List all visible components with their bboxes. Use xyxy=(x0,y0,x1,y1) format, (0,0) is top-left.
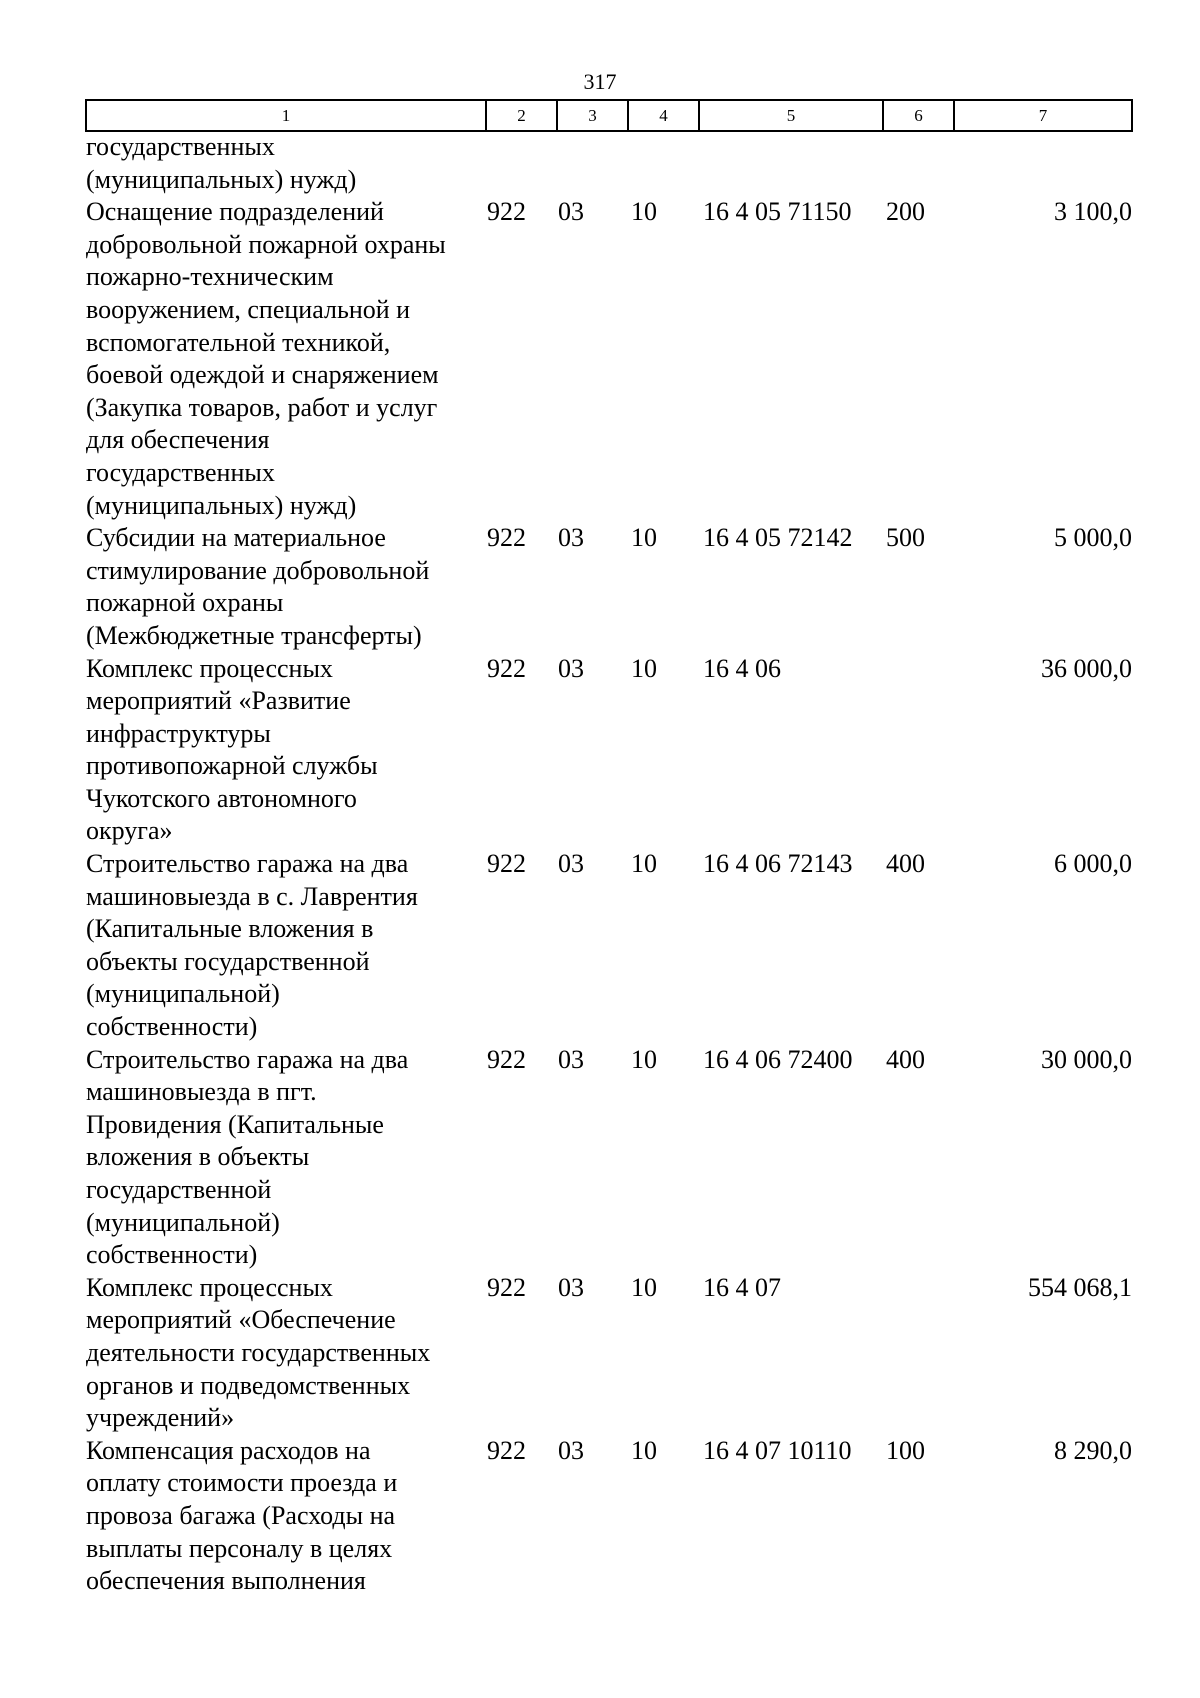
section-code: 03 xyxy=(558,1435,584,1465)
expense-type: 100 xyxy=(886,1435,925,1465)
expense-name-line: Компенсация расходов на xyxy=(86,1435,371,1465)
amount: 30 000,0 xyxy=(1041,1044,1132,1074)
expense-name-line: вооружением, специальной и xyxy=(86,294,411,324)
amount: 6 000,0 xyxy=(1054,849,1132,879)
section-code: 03 xyxy=(558,1044,584,1074)
expense-name-line: государственных xyxy=(86,457,275,487)
column-header-5: 5 xyxy=(699,100,883,131)
expense-name-line: государственной xyxy=(86,1175,272,1204)
expense-name-line: машиновыезда в пгт. xyxy=(86,1077,317,1107)
expense-type: 400 xyxy=(886,849,925,879)
expense-type: 500 xyxy=(886,523,925,553)
expense-name-line: (Закупка товаров, работ и услуг xyxy=(86,392,438,422)
expense-name xyxy=(86,848,486,1044)
target-article: 16 4 05 71150 xyxy=(703,197,852,227)
column-header-2: 2 xyxy=(486,100,557,131)
expense-name-line: государственных xyxy=(86,132,275,161)
column-header-1: 1 xyxy=(86,100,486,131)
expense-name-line: пожарно-техническим xyxy=(86,262,334,292)
expense-name-line: (муниципальных) нужд) xyxy=(86,164,357,194)
expense-name-line: собственности) xyxy=(86,1240,258,1270)
table-row xyxy=(86,653,1132,849)
target-article: 16 4 07 xyxy=(703,1272,781,1302)
expense-type: 200 xyxy=(886,197,925,227)
column-header-table xyxy=(85,99,1133,132)
table-row xyxy=(86,196,1132,522)
expense-name-line: мероприятий «Обеспечение xyxy=(86,1305,396,1335)
expense-name-line: (Межбюджетные трансферты) xyxy=(86,620,422,650)
expense-name-line: объекты государственной xyxy=(86,946,370,976)
subsection-code: 10 xyxy=(631,523,657,553)
amount: 554 068,1 xyxy=(1028,1272,1132,1302)
subsection-code: 10 xyxy=(631,1044,657,1074)
expense-name-line: вложения в объекты xyxy=(86,1142,310,1172)
expense-name-line: (муниципальной) xyxy=(86,1207,280,1237)
expense-type: 400 xyxy=(886,1044,925,1074)
admin-code: 922 xyxy=(487,849,526,879)
admin-code: 922 xyxy=(487,523,526,553)
expense-name xyxy=(86,196,486,522)
expense-name-line: Провидения (Капитальные xyxy=(86,1109,384,1139)
table-row xyxy=(86,522,1132,652)
expense-name-line: Строительство гаража на два xyxy=(86,1044,409,1074)
expense-name-line: инфраструктуры xyxy=(86,718,271,748)
expense-name-line: Строительство гаража на два xyxy=(86,849,409,879)
expense-name xyxy=(86,653,486,849)
target-article: 16 4 06 72400 xyxy=(703,1044,853,1074)
section-code: 03 xyxy=(558,523,584,553)
expense-name-line: противопожарной службы xyxy=(86,751,378,781)
expense-name-line: машиновыезда в с. Лаврентия xyxy=(86,881,418,911)
admin-code: 922 xyxy=(487,1435,526,1465)
expense-name-line: стимулирование добровольной xyxy=(86,555,430,585)
expense-name-line: собственности) xyxy=(86,1012,258,1042)
column-header-6: 6 xyxy=(883,100,954,131)
expense-name-line: Субсидии на материальное xyxy=(86,523,386,553)
expense-name xyxy=(86,131,486,196)
expense-name-line: (Капитальные вложения в xyxy=(86,914,374,944)
section-code: 03 xyxy=(558,197,584,227)
column-header-3: 3 xyxy=(557,100,628,131)
table-row xyxy=(86,1435,1132,1598)
amount: 5 000,0 xyxy=(1054,523,1132,553)
expense-name-line: пожарной охраны xyxy=(86,588,284,618)
subsection-code: 10 xyxy=(631,197,657,227)
expense-name-line: (муниципальных) нужд) xyxy=(86,490,357,520)
subsection-code: 10 xyxy=(631,1272,657,1302)
expense-name xyxy=(86,1272,486,1435)
subsection-code: 10 xyxy=(631,1435,657,1465)
expense-name-line: (муниципальной) xyxy=(86,979,280,1009)
table-row xyxy=(86,1272,1132,1435)
expense-name-line: обеспечения выполнения xyxy=(86,1566,366,1596)
table-row xyxy=(86,1044,1132,1272)
expense-name-line: Комплекс процессных xyxy=(86,1272,333,1302)
expense-name-line: добровольной пожарной охраны xyxy=(86,229,446,259)
amount: 36 000,0 xyxy=(1041,653,1132,683)
expense-name-line: вспомогательной техникой, xyxy=(86,327,391,357)
expense-name xyxy=(86,522,486,652)
subsection-code: 10 xyxy=(631,849,657,879)
column-header-row xyxy=(86,100,1132,131)
expense-name-line: Комплекс процессных xyxy=(86,653,333,683)
amount: 8 290,0 xyxy=(1054,1435,1132,1465)
expense-name-line: учреждений» xyxy=(86,1403,235,1433)
target-article: 16 4 06 72143 xyxy=(703,849,853,879)
subsection-code: 10 xyxy=(631,653,657,683)
section-code: 03 xyxy=(558,653,584,683)
expense-name-line: для обеспечения xyxy=(86,425,270,455)
expense-name-line: Оснащение подразделений xyxy=(86,197,384,227)
target-article: 16 4 05 72142 xyxy=(703,523,853,553)
expense-name-line: боевой одеждой и снаряжением xyxy=(86,360,439,390)
table-row xyxy=(86,131,1132,196)
table-row xyxy=(86,848,1132,1044)
section-code: 03 xyxy=(558,1272,584,1302)
page-number: 317 xyxy=(583,69,617,94)
expense-name-line: Чукотского автономного xyxy=(86,783,357,813)
expense-name xyxy=(86,1044,486,1272)
expense-name-line: выплаты персоналу в целях xyxy=(86,1533,393,1563)
column-header-7: 7 xyxy=(954,100,1132,131)
expense-name-line: деятельности государственных xyxy=(86,1337,431,1367)
expense-name-line: оплату стоимости проезда и xyxy=(86,1468,398,1498)
admin-code: 922 xyxy=(487,653,526,683)
section-code: 03 xyxy=(558,849,584,879)
expense-name-line: органов и подведомственных xyxy=(86,1370,411,1400)
expense-name-line: округа» xyxy=(86,816,173,846)
target-article: 16 4 07 10110 xyxy=(703,1435,852,1465)
expense-name xyxy=(86,1435,486,1598)
expense-name-line: провоза багажа (Расходы на xyxy=(86,1500,396,1530)
target-article: 16 4 06 xyxy=(703,653,781,683)
budget-table-body xyxy=(86,131,1132,1598)
expense-name-line: мероприятий «Развитие xyxy=(86,686,351,716)
admin-code: 922 xyxy=(487,1044,526,1074)
admin-code: 922 xyxy=(487,1272,526,1302)
admin-code: 922 xyxy=(487,197,526,227)
column-header-4: 4 xyxy=(628,100,699,131)
amount: 3 100,0 xyxy=(1054,197,1132,227)
